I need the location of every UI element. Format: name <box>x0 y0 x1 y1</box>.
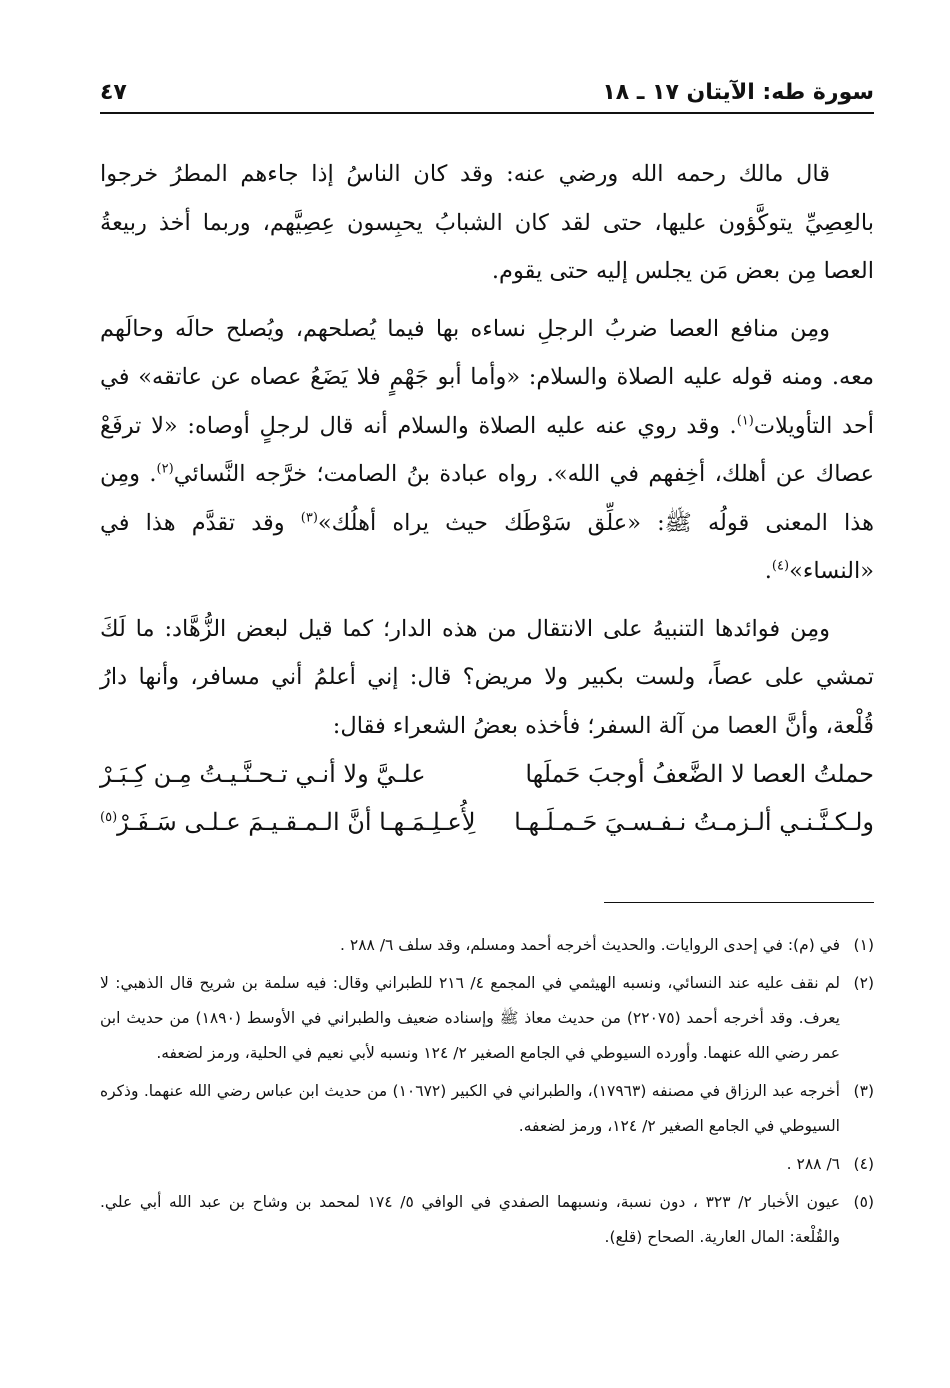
footnote-5 <box>100 1185 874 1255</box>
paragraph-2-part-a: ومِن منافع العصا ضربُ الرجلِ نساءه بها فيما يُصلحهم، ويُصلح حالَه وحالَهم معه. ومنه قوله عليه الصلاة والسلام: «وأما أبو جَهْمٍ فلا يَضَعُ عصاه عن عاتقه» في أحد التأويلات <box>100 315 874 439</box>
footnote-ref-2: (٢) <box>156 461 174 477</box>
footnote-ref-5: (٥) <box>100 810 118 825</box>
poem-line-2 <box>100 798 874 846</box>
footnote-1 <box>100 928 874 963</box>
footnote-2-text: لم نقف عليه عند النسائي، ونسبه الهيثمي في المجمع ٤/ ٢١٦ للطبراني وقال: فيه سلمة بن شريح قال الذهبي: لا يعرف. وقد أخرجه أحمد (٢٢٠٧٥) من حديث معاذ ﷺ وإسناده ضعيف والطبراني في الأوسط (١٨٩٠) من حديث ابن عمر رضي الله عنهما. وأورده السيوطي في الجامع الصغير ٢/ ١٢٤ ونسبه لأبي نعيم في الحلية، ورمز لضعفه. <box>100 974 841 1062</box>
poem-line-1-first-hemistich: حملتُ العصا لا الضَّعفُ أوجبَ حَملَها <box>525 760 874 788</box>
footnotes <box>100 928 874 1258</box>
footnote-5-text: عيون الأخبار ٢/ ٣٢٣ ، دون نسبة، ونسبهما الصفدي في الوافي ٥/ ١٧٤ لمحمد بن وشاح بن عبد الله أبي علي. والقُلْعة: المال العارية. الصحاح (قلع). <box>100 1193 840 1246</box>
paragraph-2-part-b: . وقد روي عنه عليه الصلاة والسلام أنه قال لرجلٍ أوصاه: «لا ترفَعْ عصاك عن أهلك، أخِفهم في الله». رواه عبادة بنُ الصامت؛ خرَّجه النَّسائي <box>100 412 874 487</box>
paragraph-2-part-e: . <box>764 558 772 584</box>
paragraph-3: ومِن فوائدها التنبيهُ على الانتقال من هذه الدار؛ كما قيل لبعض الزُّهَّاد: ما لَكَ تمشي على عصاً، ولست بكبير ولا مريض؟ قال: إني أعلمُ أني مسافر، وأنها دارُ قُلْعة، وأنَّ العصا من آلة السفر؛ فأخذه بعضُ الشعراء فقال: <box>100 615 874 739</box>
footnote-ref-4: (٤) <box>771 558 790 574</box>
footnote-1-text: في (م): في إحدى الروايات. والحديث أخرجه أحمد ومسلم، وقد سلف ٦/ ٢٨٨ . <box>340 936 840 954</box>
footnote-5-number: (٥) <box>853 1193 874 1211</box>
footnote-3-text: أخرجه عبد الرزاق في مصنفه (١٧٩٦٣)، والطبراني في الكبير (١٠٦٧٢) من حديث ابن عباس رضي الله عنهما. وذكره السيوطي في الجامع الصغير ٢/ ١٢٤، ورمز لضعفه. <box>100 1082 840 1135</box>
footnote-ref-1: (١) <box>736 413 754 428</box>
footnote-4 <box>100 1147 874 1182</box>
header-rule <box>100 112 874 114</box>
footnote-2-number: (٢) <box>853 974 874 992</box>
footnote-ref-3: (٣) <box>300 510 318 525</box>
paragraph-2-part-d: وقد تقدَّم هذا في «النساء» <box>100 509 874 584</box>
poem-line-2-second-hemistich <box>100 798 476 846</box>
page-number: ٤٧ <box>100 79 127 105</box>
footnote-4-text: ٦/ ٢٨٨ . <box>786 1155 840 1173</box>
poem-line-2-first-hemistich: ولـكـنَّـنـي ألـزمـتُ نـفـسـيَ حَـمـلَـهـا <box>514 808 874 836</box>
poem-line-2-second-text: لِأُعـلِـمَـهـا أنَّ الـمـقـيـمَ عـلـى سَـفَـرْ <box>117 808 476 836</box>
footnote-4-number: (٤) <box>853 1155 874 1173</box>
footnote-3 <box>100 1074 874 1144</box>
poem-line-1-second-hemistich: علـيَّ ولا أنـي تـحـنَّـيـتُ مِـن كِـبَـرْ <box>100 760 426 788</box>
footnote-rule <box>604 902 874 903</box>
footnote-2 <box>100 966 874 1071</box>
main-text <box>100 150 874 846</box>
poem-line-1 <box>100 750 874 798</box>
paragraph-2-part-c: . ومِن هذا المعنى قولُه ﷺ: «علِّق سَوْطَك حيث يراه أهلُك» <box>100 461 874 536</box>
paragraph-2 <box>100 305 874 596</box>
surah-title: سورة طه: الآيتان ١٧ ـ ١٨ <box>602 79 874 105</box>
footnote-1-number: (١) <box>853 936 874 954</box>
paragraph-1: قال مالك رحمه الله ورضي عنه: وقد كان الناسُ إذا جاءهم المطرُ خرجوا بالعِصِيِّ يتوكَّؤون عليها، حتى لقد كان الشبابُ يحبِسون عِصِيَّهم، وربما أخذ ربيعةُ العصا مِن بعض مَن يجلس إليه حتى يقوم. <box>100 161 874 284</box>
page-header <box>100 72 874 112</box>
footnote-3-number: (٣) <box>853 1082 874 1100</box>
